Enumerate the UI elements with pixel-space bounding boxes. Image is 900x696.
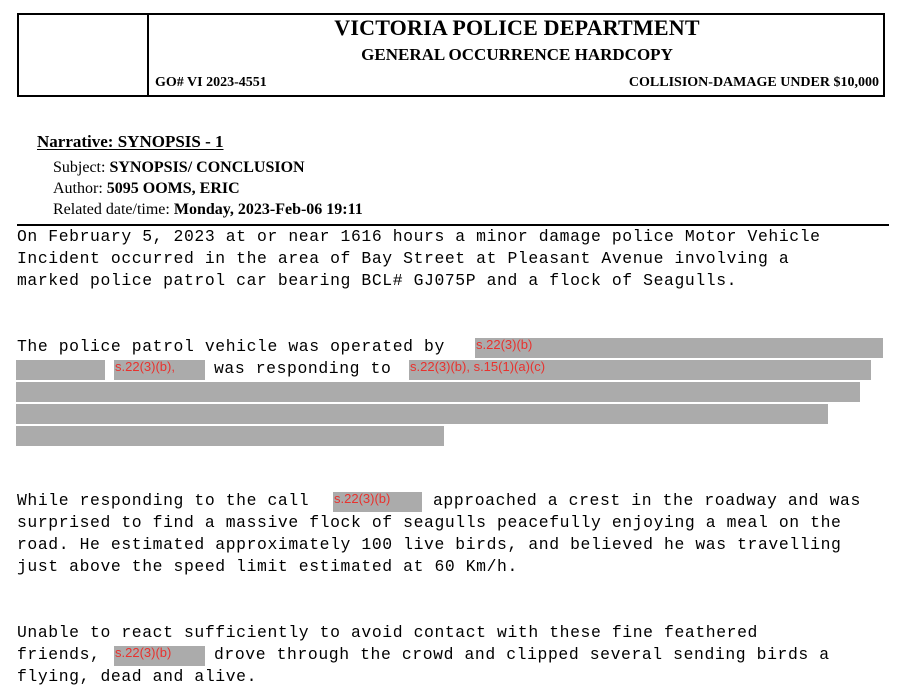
author-value: 5095 OOMS, ERIC	[106, 180, 240, 197]
redaction-block-blank	[16, 360, 105, 380]
date-label: Related date/time:	[53, 201, 174, 218]
paragraph-3-line-1b: approached a crest in the roadway and was	[433, 491, 861, 510]
department-title: VICTORIA POLICE DEPARTMENT	[334, 15, 700, 40]
paragraph-1-line-3: marked police patrol car bearing BCL# GJ075P and a flock of Seagulls.	[17, 271, 738, 290]
paragraph-1-line-2: Incident occurred in the area of Bay Street at Pleasant Avenue involving a	[17, 249, 790, 268]
paragraph-2-line-1: The police patrol vehicle was operated by	[17, 337, 445, 356]
subject-line	[53, 159, 305, 177]
paragraph-3-line-1: While responding to the call	[17, 491, 310, 510]
header-box	[17, 13, 885, 97]
occurrence-type: COLLISION-DAMAGE UNDER $10,000	[628, 75, 879, 90]
redaction-block-blank	[16, 426, 444, 446]
subject-label: Subject:	[53, 159, 110, 176]
paragraph-3-line-3: road. He estimated approximately 100 live birds, and believed he was travelling	[17, 535, 842, 554]
paragraph-4-line-3: flying, dead and alive.	[17, 667, 258, 686]
paragraph-4-line-2b: drove through the crowd and clipped several sending birds a	[214, 645, 830, 664]
document-subtitle: GENERAL OCCURRENCE HARDCOPY	[361, 45, 673, 64]
paragraph-3-line-4: just above the speed limit estimated at 60 Km/h.	[17, 557, 518, 576]
date-line	[53, 201, 363, 219]
narrative-title: Narrative: SYNOPSIS - 1	[37, 132, 224, 151]
redaction-block: s.22(3)(b), s.15(1)(a)(c)	[409, 360, 871, 380]
header-blank-cell	[19, 15, 149, 95]
author-line	[53, 180, 240, 198]
redaction-block: s.22(3)(b)	[114, 646, 205, 666]
subject-value: SYNOPSIS/ CONCLUSION	[109, 159, 305, 176]
redaction-block: s.22(3)(b)	[333, 492, 422, 512]
paragraph-4-line-2a: friends,	[17, 645, 101, 664]
paragraph-3-line-2: surprised to find a massive flock of seagulls peacefully enjoying a meal on the	[17, 513, 842, 532]
redaction-block-blank	[16, 382, 860, 402]
redaction-block: s.22(3)(b)	[475, 338, 883, 358]
redaction-block-blank	[16, 404, 828, 424]
paragraph-2-line-2: was responding to	[214, 359, 392, 378]
go-number: GO# VI 2023-4551	[155, 75, 267, 90]
redaction-block: s.22(3)(b),	[114, 360, 205, 380]
date-value: Monday, 2023-Feb-06 19:11	[173, 201, 363, 218]
author-label: Author:	[53, 180, 107, 197]
paragraph-4-line-1: Unable to react sufficiently to avoid contact with these fine feathered	[17, 623, 758, 642]
paragraph-1-line-1: On February 5, 2023 at or near 1616 hours a minor damage police Motor Vehicle	[17, 227, 821, 246]
